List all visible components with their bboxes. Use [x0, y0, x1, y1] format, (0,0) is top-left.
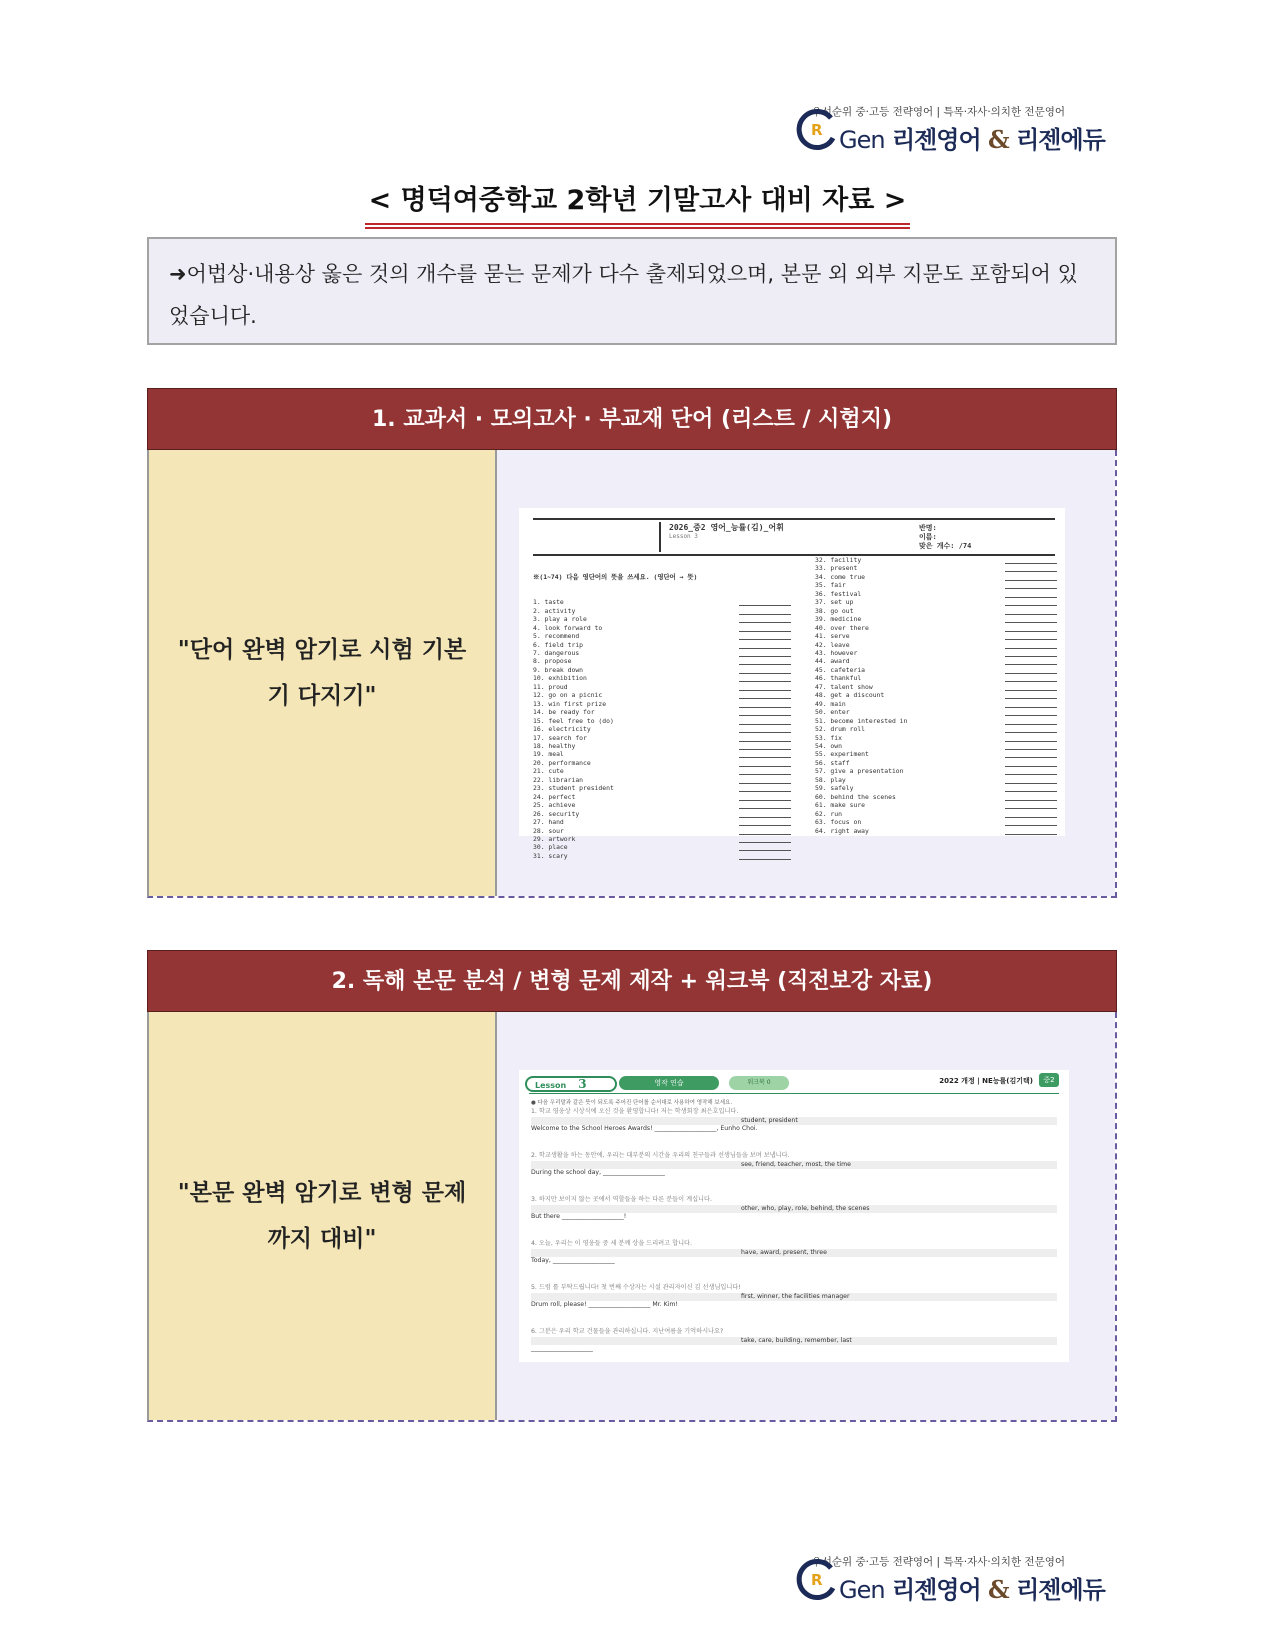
vocab-item: 60. behind the scenes [815, 793, 907, 801]
vocab-item: 55. experiment [815, 750, 907, 758]
regen-logo-icon [795, 1558, 839, 1602]
vocab-item: 62. run [815, 810, 907, 818]
vocab-item: 14. be ready for [533, 708, 763, 716]
logo-gen: Gen [839, 126, 885, 154]
worksheet-item [531, 1328, 1057, 1354]
vocab-item: 25. achieve [533, 801, 763, 809]
vocab-item: 50. enter [815, 708, 907, 716]
vocab-meta-class: 반명: [919, 524, 937, 532]
vocab-meta-name: 이름: [919, 533, 937, 541]
vocab-sheet-title-text: 2026_중2 영어_능률(김)_어휘 [669, 523, 784, 532]
vocab-item: 23. student president [533, 784, 763, 792]
vocab-item: 19. meal [533, 750, 763, 758]
vocab-item: 16. electricity [533, 725, 763, 733]
vocab-item: 40. over there [815, 624, 907, 632]
section-vocabulary [147, 388, 1117, 898]
worksheet-question: 2. 학교생활을 하는 동안에, 우리는 대부분의 시간을 우리의 친구들과 선생님들을 보며 보냅니다. [531, 1152, 790, 1159]
vocab-instruction: ※(1~74) 다음 영단어의 뜻을 쓰세요. (영단어 → 뜻) [533, 572, 698, 581]
section-body [147, 1012, 1117, 1422]
worksheet-question: 5. 드럼 롤 부탁드립니다! 첫 번째 수상자는 시설 관리자이신 김 선생님입니다! [531, 1284, 741, 1291]
vocab-item: 35. fair [815, 581, 907, 589]
vocab-item: 8. propose [533, 657, 763, 665]
worksheet-question: 1. 학교 영웅상 시상식에 오신 것을 환영합니다! 저는 학생회장 최은호입니다. [531, 1108, 739, 1115]
notice-box: ➜어법상·내용상 옳은 것의 개수를 묻는 문제가 다수 출제되었으며, 본문 외 외부 지문도 포함되어 있었습니다. [147, 237, 1117, 345]
section-caption: "단어 완벽 암기로 시험 기본기 다지기" [149, 450, 497, 896]
worksheet-answer-line: ____________________ [531, 1345, 593, 1352]
vocab-item: 59. safely [815, 784, 907, 792]
section-reading [147, 950, 1117, 1422]
page-title: < 명덕여중학교 2학년 기말고사 대비 자료 > [365, 178, 911, 225]
worksheet-answer-line: Drum roll, please! ____________________ Mr. Kim! [531, 1301, 678, 1308]
regen-logo-icon [795, 108, 839, 152]
section-heading: 1. 교과서 · 모의고사 · 부교재 단어 (리스트 / 시험지) [147, 388, 1117, 450]
vocab-item: 46. thankful [815, 674, 907, 682]
logo-gen: Gen [839, 1576, 885, 1604]
worksheet-item [531, 1284, 1057, 1310]
worksheet-item [531, 1152, 1057, 1178]
worksheet-keywords: other, who, play, role, behind, the scenes [531, 1205, 1057, 1214]
vocab-item: 44. award [815, 657, 907, 665]
logo-mark-letter: R [811, 1571, 823, 1589]
title-wrap [0, 178, 1275, 225]
vocab-sheet-meta [919, 524, 971, 551]
worksheet-item [531, 1240, 1057, 1266]
vocab-item: 2. activity [533, 607, 763, 615]
vocab-item: 13. win first prize [533, 700, 763, 708]
section-heading: 2. 독해 본문 분석 / 변형 문제 제작 + 워크북 (직전보강 자료) [147, 950, 1117, 1012]
section-caption: "본문 완벽 암기로 변형 문제까지 대비" [149, 1012, 497, 1420]
logo-mark-letter: R [811, 121, 823, 139]
vocab-item: 31. scary [533, 852, 763, 860]
vocab-item: 38. go out [815, 607, 907, 615]
logo-name-right: 리젠에듀 [1016, 126, 1105, 154]
vocab-item: 3. play a role [533, 615, 763, 623]
vocab-column-right [815, 556, 907, 835]
worksheet-answer-line: Welcome to the School Heroes Awards! ____________________, Eunho Choi. [531, 1125, 758, 1132]
vocab-item: 41. serve [815, 632, 907, 640]
logo-brand [839, 120, 1105, 155]
section-body [147, 450, 1117, 898]
vocab-column-left [533, 556, 763, 860]
footer-logo [795, 1554, 1105, 1604]
vocab-item: 17. search for [533, 734, 763, 742]
vocab-item: 43. however [815, 649, 907, 657]
vocab-item: 34. come true [815, 573, 907, 581]
worksheet-question: 6. 그분은 우리 학교 건물들을 관리하십니다. 지난여름을 기억하시나요? [531, 1328, 724, 1335]
worksheet-item [531, 1108, 1057, 1134]
logo-amp: & [988, 125, 1009, 154]
vocab-item: 22. librarian [533, 776, 763, 784]
vocab-item: 27. hand [533, 818, 763, 826]
vocab-item: 28. sour [533, 827, 763, 835]
vocab-item: 49. main [815, 700, 907, 708]
vocab-item: 30. place [533, 843, 763, 851]
vocab-item: 53. fix [815, 734, 907, 742]
vocab-item: 32. facility [815, 556, 907, 564]
vocab-item: 29. artwork [533, 835, 763, 843]
vocab-item: 52. drum roll [815, 725, 907, 733]
vocab-item: 47. talent show [815, 683, 907, 691]
worksheet-keywords: take, care, building, remember, last [531, 1337, 1057, 1346]
vocab-item: 56. staff [815, 759, 907, 767]
vocab-item: 61. make sure [815, 801, 907, 809]
vocab-meta-score: 맞은 개수: /74 [919, 542, 972, 550]
vocab-item: 21. cute [533, 767, 763, 775]
worksheet-preview [519, 1070, 1069, 1362]
vocab-item: 10. exhibition [533, 674, 763, 682]
header-logo [795, 104, 1105, 154]
worksheet-answer-line: But there ____________________! [531, 1213, 627, 1220]
logo-brand [839, 1570, 1105, 1605]
vocab-item: 4. look forward to [533, 624, 763, 632]
vocab-item: 7. dangerous [533, 649, 763, 657]
vocab-item: 48. get a discount [815, 691, 907, 699]
vocab-item: 6. field trip [533, 641, 763, 649]
vocab-sheet-preview [519, 508, 1065, 860]
vocab-item: 54. own [815, 742, 907, 750]
worksheet-answer-line: Today, ____________________ [531, 1257, 615, 1264]
vocab-item: 11. proud [533, 683, 763, 691]
worksheet-question: 4. 오늘, 우리는 이 영웅들 중 세 분께 상을 드리려고 합니다. [531, 1240, 693, 1247]
vocab-item: 37. set up [815, 598, 907, 606]
worksheet-keywords: first, winner, the facilities manager [531, 1293, 1057, 1302]
worksheet-grade-badge: 중2 [1039, 1073, 1059, 1087]
vocab-item: 57. give a presentation [815, 767, 907, 775]
vocab-item: 45. cafeteria [815, 666, 907, 674]
worksheet-header: 2022 개정 | NE능률(김기택) [939, 1077, 1033, 1085]
worksheet-lesson-num: 3 [578, 1077, 587, 1091]
logo-name-left: 리젠영어 [891, 1576, 981, 1604]
logo-amp: & [988, 1575, 1009, 1604]
vocab-item: 39. medicine [815, 615, 907, 623]
vocab-sheet-lesson: Lesson 3 [669, 533, 698, 540]
vocab-item: 12. go on a picnic [533, 691, 763, 699]
worksheet-lesson-label: Lesson [535, 1081, 567, 1090]
worksheet-keywords: have, award, present, three [531, 1249, 1057, 1258]
worksheet-keywords: student, president [531, 1117, 1057, 1126]
vocab-item: 15. feel free to (do) [533, 717, 763, 725]
vocab-item: 20. performance [533, 759, 763, 767]
worksheet-item [531, 1196, 1057, 1222]
logo-name-left: 리젠영어 [891, 126, 981, 154]
vocab-item: 36. festival [815, 590, 907, 598]
vocab-item: 33. present [815, 564, 907, 572]
vocab-item: 26. security [533, 810, 763, 818]
vocab-item: 51. become interested in [815, 716, 908, 725]
vocab-item: 64. right away [815, 827, 907, 835]
vocab-sheet-title [659, 522, 784, 552]
vocab-item: 1. taste [533, 598, 763, 606]
worksheet-keywords: see, friend, teacher, most, the time [531, 1161, 1057, 1170]
vocab-item: 18. healthy [533, 742, 763, 750]
worksheet-lesson-pill [525, 1076, 617, 1092]
worksheet-tab-writing: 영작 연습 [619, 1076, 719, 1090]
worksheet-question: 3. 하지만 보이지 않는 곳에서 역할들을 하는 다른 분들이 계십니다. [531, 1196, 712, 1203]
section-preview-panel [497, 450, 1115, 896]
worksheet-instruction: ● 다음 우리말과 같은 뜻이 되도록 주어진 단어를 순서대로 사용하여 영작해 보세요. [531, 1100, 733, 1106]
vocab-item: 24. perfect [533, 793, 763, 801]
logo-tagline: 우선순위 중·고등 전략영어 | 특목·자사·의치한 전문영어 [811, 106, 1065, 118]
logo-tagline: 우선순위 중·고등 전략영어 | 특목·자사·의치한 전문영어 [811, 1556, 1065, 1568]
section-preview-panel [497, 1012, 1115, 1420]
vocab-item: 5. recommend [533, 632, 763, 640]
vocab-sheet-top-rule [533, 518, 1055, 520]
worksheet-answer-line: During the school day, ____________________ [531, 1169, 665, 1176]
worksheet-header-rule [529, 1093, 1059, 1094]
vocab-item: 63. focus on [815, 818, 907, 826]
logo-name-right: 리젠에듀 [1016, 1576, 1105, 1604]
vocab-item: 9. break down [533, 666, 763, 674]
vocab-item: 58. play [815, 776, 907, 784]
vocab-item: 42. leave [815, 641, 907, 649]
worksheet-tab-workbook: 워크북 0 [729, 1076, 789, 1090]
